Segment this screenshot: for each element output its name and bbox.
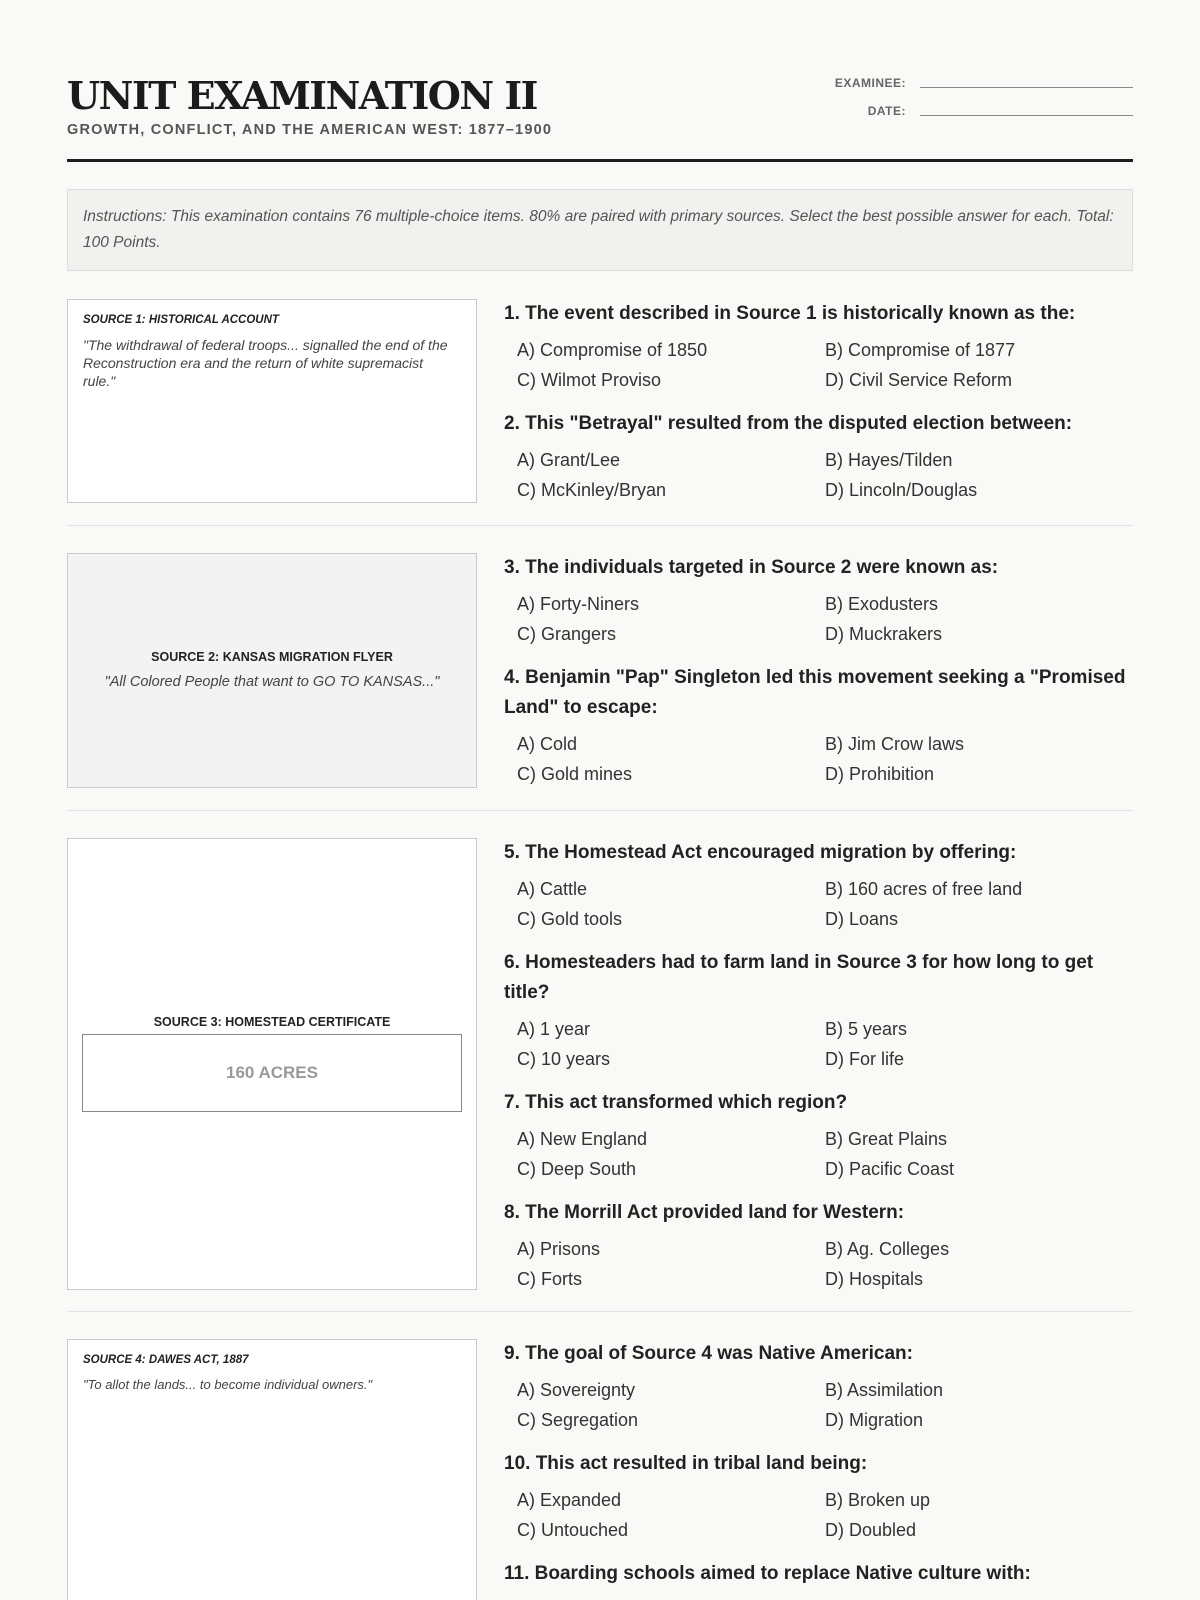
answer-options <box>504 445 1136 505</box>
question-text: 2. This "Betrayal" resulted from the disputed election between: <box>504 413 1073 434</box>
question-5 <box>504 838 1136 934</box>
answer-options <box>504 1485 1136 1545</box>
source-quote: "All Colored People that want to GO TO KANSAS..." <box>104 674 440 690</box>
question-3 <box>504 553 1136 649</box>
question-group <box>504 838 1136 1308</box>
page-subtitle: GROWTH, CONFLICT, AND THE AMERICAN WEST: 1877–1900 <box>67 122 553 138</box>
question-group <box>504 299 1136 519</box>
option-a[interactable]: A) Sovereignty <box>517 1380 636 1400</box>
question-text: 11. Boarding schools aimed to replace Native culture with: <box>504 1563 1031 1584</box>
option-b[interactable]: B) 5 years <box>825 1019 908 1039</box>
question-text: 4. Benjamin "Pap" Singleton led this movement seeking a "Promised Land" to escape: <box>504 667 1126 718</box>
option-c[interactable]: C) Gold tools <box>517 909 623 929</box>
option-a[interactable]: A) 1 year <box>517 1019 591 1039</box>
option-d[interactable]: D) For life <box>825 1049 905 1069</box>
option-d[interactable]: D) Muckrakers <box>825 624 943 644</box>
option-a[interactable]: A) Grant/Lee <box>517 450 621 470</box>
option-b[interactable]: B) Ag. Colleges <box>825 1239 950 1259</box>
option-b[interactable]: B) Broken up <box>825 1490 931 1510</box>
examinee-label: EXAMINEE: <box>834 76 906 90</box>
answer-options <box>504 335 1136 395</box>
option-d[interactable]: D) Lincoln/Douglas <box>825 480 978 500</box>
question-10 <box>504 1449 1136 1545</box>
source-title: SOURCE 3: HOMESTEAD CERTIFICATE <box>153 1015 391 1029</box>
source-title: SOURCE 2: KANSAS MIGRATION FLYER <box>151 650 393 664</box>
question-text: 3. The individuals targeted in Source 2 were known as: <box>504 557 999 578</box>
section-divider <box>67 810 1133 811</box>
question-6 <box>504 948 1136 1074</box>
option-d[interactable]: D) Hospitals <box>825 1269 924 1289</box>
answer-options <box>504 1375 1136 1435</box>
question-text: 10. This act resulted in tribal land being: <box>504 1453 868 1474</box>
question-text: 9. The goal of Source 4 was Native American: <box>504 1343 913 1364</box>
option-b[interactable]: B) 160 acres of free land <box>825 879 1023 899</box>
question-11 <box>504 1559 1136 1589</box>
answer-options <box>504 589 1136 649</box>
homestead-certificate: 160 ACRES <box>82 1034 462 1112</box>
answer-options <box>504 729 1136 789</box>
option-a[interactable]: A) Forty-Niners <box>517 594 640 614</box>
option-c[interactable]: C) Gold mines <box>517 764 633 784</box>
option-b[interactable]: B) Jim Crow laws <box>825 734 965 754</box>
option-b[interactable]: B) Great Plains <box>825 1129 948 1149</box>
answer-options <box>504 1124 1136 1184</box>
date-blank-line[interactable] <box>920 115 1133 116</box>
source-quote: "To allot the lands... to become individual owners." <box>83 1377 373 1392</box>
page-title: UNIT EXAMINATION II <box>67 73 537 118</box>
question-group <box>504 553 1136 803</box>
option-c[interactable]: C) Deep South <box>517 1159 637 1179</box>
option-b[interactable]: B) Assimilation <box>825 1380 944 1400</box>
option-c[interactable]: C) Grangers <box>517 624 617 644</box>
option-a[interactable]: A) Cold <box>517 734 578 754</box>
question-text: 6. Homesteaders had to farm land in Source 3 for how long to get title? <box>504 952 1094 1003</box>
option-c[interactable]: C) Wilmot Proviso <box>517 370 662 390</box>
option-d[interactable]: D) Prohibition <box>825 764 935 784</box>
option-d[interactable]: D) Loans <box>825 909 899 929</box>
date-label: DATE: <box>867 104 906 118</box>
examinee-field[interactable] <box>833 72 1133 94</box>
exam-header <box>67 72 1133 162</box>
option-c[interactable]: C) Segregation <box>517 1410 639 1430</box>
source-4-box <box>67 1339 477 1600</box>
source-title: SOURCE 1: HISTORICAL ACCOUNT <box>83 314 279 326</box>
question-7 <box>504 1088 1136 1184</box>
option-b[interactable]: B) Compromise of 1877 <box>825 340 1016 360</box>
option-d[interactable]: D) Pacific Coast <box>825 1159 955 1179</box>
option-a[interactable]: A) New England <box>517 1129 648 1149</box>
option-d[interactable]: D) Migration <box>825 1410 924 1430</box>
option-c[interactable]: C) McKinley/Bryan <box>517 480 667 500</box>
option-d[interactable]: D) Doubled <box>825 1520 917 1540</box>
question-text: 5. The Homestead Act encouraged migration by offering: <box>504 842 1017 863</box>
question-8 <box>504 1198 1136 1294</box>
question-text: 8. The Morrill Act provided land for Western: <box>504 1202 905 1223</box>
section-divider <box>67 1311 1133 1312</box>
examinee-blank-line[interactable] <box>920 87 1133 88</box>
question-text: 7. This act transformed which region? <box>504 1092 848 1113</box>
question-4 <box>504 663 1136 789</box>
question-2 <box>504 409 1136 505</box>
question-9 <box>504 1339 1136 1435</box>
option-b[interactable]: B) Hayes/Tilden <box>825 450 953 470</box>
date-field[interactable] <box>833 100 1133 122</box>
answer-options <box>504 1014 1136 1074</box>
source-2-box <box>67 553 477 788</box>
option-a[interactable]: A) Prisons <box>517 1239 601 1259</box>
source-1-box <box>67 299 477 503</box>
source-title: SOURCE 4: DAWES ACT, 1887 <box>83 1354 249 1366</box>
source-3-box <box>67 838 477 1290</box>
question-group <box>504 1339 1136 1600</box>
option-c[interactable]: C) Untouched <box>517 1520 629 1540</box>
answer-options <box>504 874 1136 934</box>
question-text: 1. The event described in Source 1 is historically known as the: <box>504 303 1076 324</box>
source-quote: "The withdrawal of federal troops... signalled the end of the Reconstruction era and the return of white supremacist rule." <box>83 337 448 389</box>
question-1 <box>504 299 1136 395</box>
option-b[interactable]: B) Exodusters <box>825 594 939 614</box>
instructions-box: Instructions: This examination contains 76 multiple-choice items. 80% are paired with primary sources. Select the best possible answer for each. Total: 100 Points. <box>67 189 1133 271</box>
option-c[interactable]: C) 10 years <box>517 1049 611 1069</box>
option-c[interactable]: C) Forts <box>517 1269 582 1289</box>
option-a[interactable]: A) Expanded <box>517 1490 622 1510</box>
answer-options <box>504 1234 1136 1294</box>
option-d[interactable]: D) Civil Service Reform <box>825 370 1013 390</box>
option-a[interactable]: A) Cattle <box>517 879 588 899</box>
section-divider <box>67 525 1133 526</box>
option-a[interactable]: A) Compromise of 1850 <box>517 340 708 360</box>
